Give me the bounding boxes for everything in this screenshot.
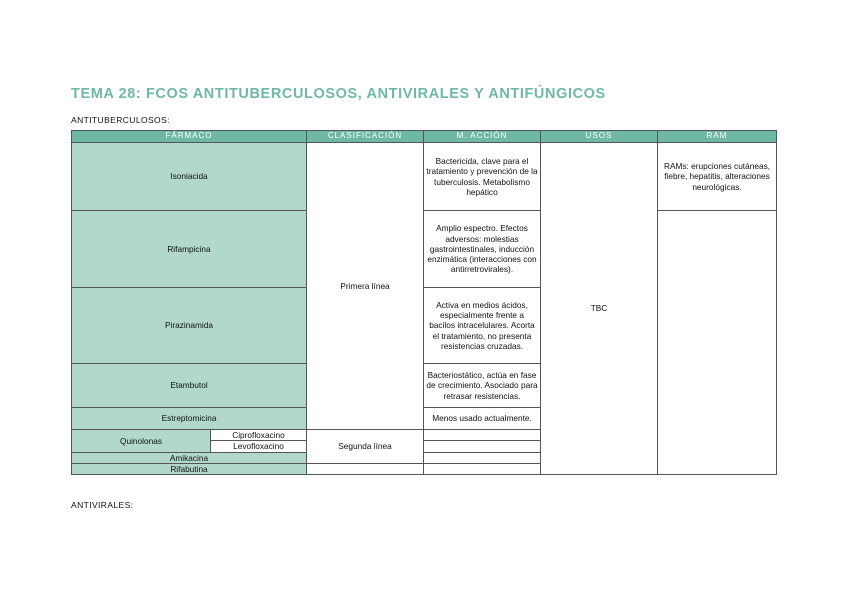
drug-rifabutina: Rifabutina: [72, 463, 307, 474]
mechanism-estreptomicina: Menos usado actualmente.: [424, 408, 541, 430]
mechanism-pirazinamida: Activa en medios ácidos, especialmente frente a bacilos intracelulares. Acorta el tratamiento, no presenta resistencias cruzadas.: [424, 288, 541, 364]
drug-amikacina: Amikacina: [72, 452, 307, 463]
mechanism-levofloxacino: [424, 441, 541, 452]
drug-rifampicina: Rifampicina: [72, 211, 307, 288]
mechanism-rifabutina: [424, 463, 541, 474]
uses-tbc: TBC: [541, 143, 658, 475]
mechanism-ciprofloxacino: [424, 430, 541, 441]
section-label-antituberculosos: ANTITUBERCULOSOS:: [71, 115, 170, 125]
ram-empty: [658, 211, 777, 475]
header-m-accion: M. ACCIÓN: [424, 131, 541, 143]
classification-segunda-linea: Segunda línea: [307, 430, 424, 464]
header-clasificacion: CLASIFICACIÓN: [307, 131, 424, 143]
table-row: [72, 143, 777, 211]
header-ram: RAM: [658, 131, 777, 143]
drug-isoniacida: Isoniacida: [72, 143, 307, 211]
mechanism-amikacina: [424, 452, 541, 463]
table-row: [72, 211, 777, 288]
section-label-antivirales: ANTIVIRALES:: [71, 500, 134, 510]
classification-primera-linea: Primera línea: [307, 143, 424, 430]
table-header-row: [72, 131, 777, 143]
mechanism-etambutol: Bacteriostático, actúa en fase de crecimiento. Asociado para retrasar resistencias.: [424, 364, 541, 408]
drug-levofloxacino: Levofloxacino: [211, 441, 307, 452]
drug-pirazinamida: Pirazinamida: [72, 288, 307, 364]
header-farmaco: FÁRMACO: [72, 131, 307, 143]
ram-isoniacida: RAMs: erupciones cutáneas, fiebre, hepatitis, alteraciones neurológicas.: [658, 143, 777, 211]
classification-rifabutina: [307, 463, 424, 474]
drug-group-quinolonas: Quinolonas: [72, 430, 211, 453]
mechanism-rifampicina: Amplio espectro. Efectos adversos: molestias gastrointestinales, inducción enzimática (interacciones con antirretrovirales).: [424, 211, 541, 288]
page-title: TEMA 28: FCOS ANTITUBERCULOSOS, ANTIVIRALES Y ANTIFÚNGICOS: [71, 86, 606, 102]
mechanism-isoniacida: Bactericida, clave para el tratamiento y prevención de la tuberculosis. Metabolismo hepático: [424, 143, 541, 211]
drug-table: [71, 130, 777, 475]
drug-estreptomicina: Estreptomicina: [72, 408, 307, 430]
drug-etambutol: Etambutol: [72, 364, 307, 408]
drug-ciprofloxacino: Ciprofloxacino: [211, 430, 307, 441]
header-usos: USOS: [541, 131, 658, 143]
